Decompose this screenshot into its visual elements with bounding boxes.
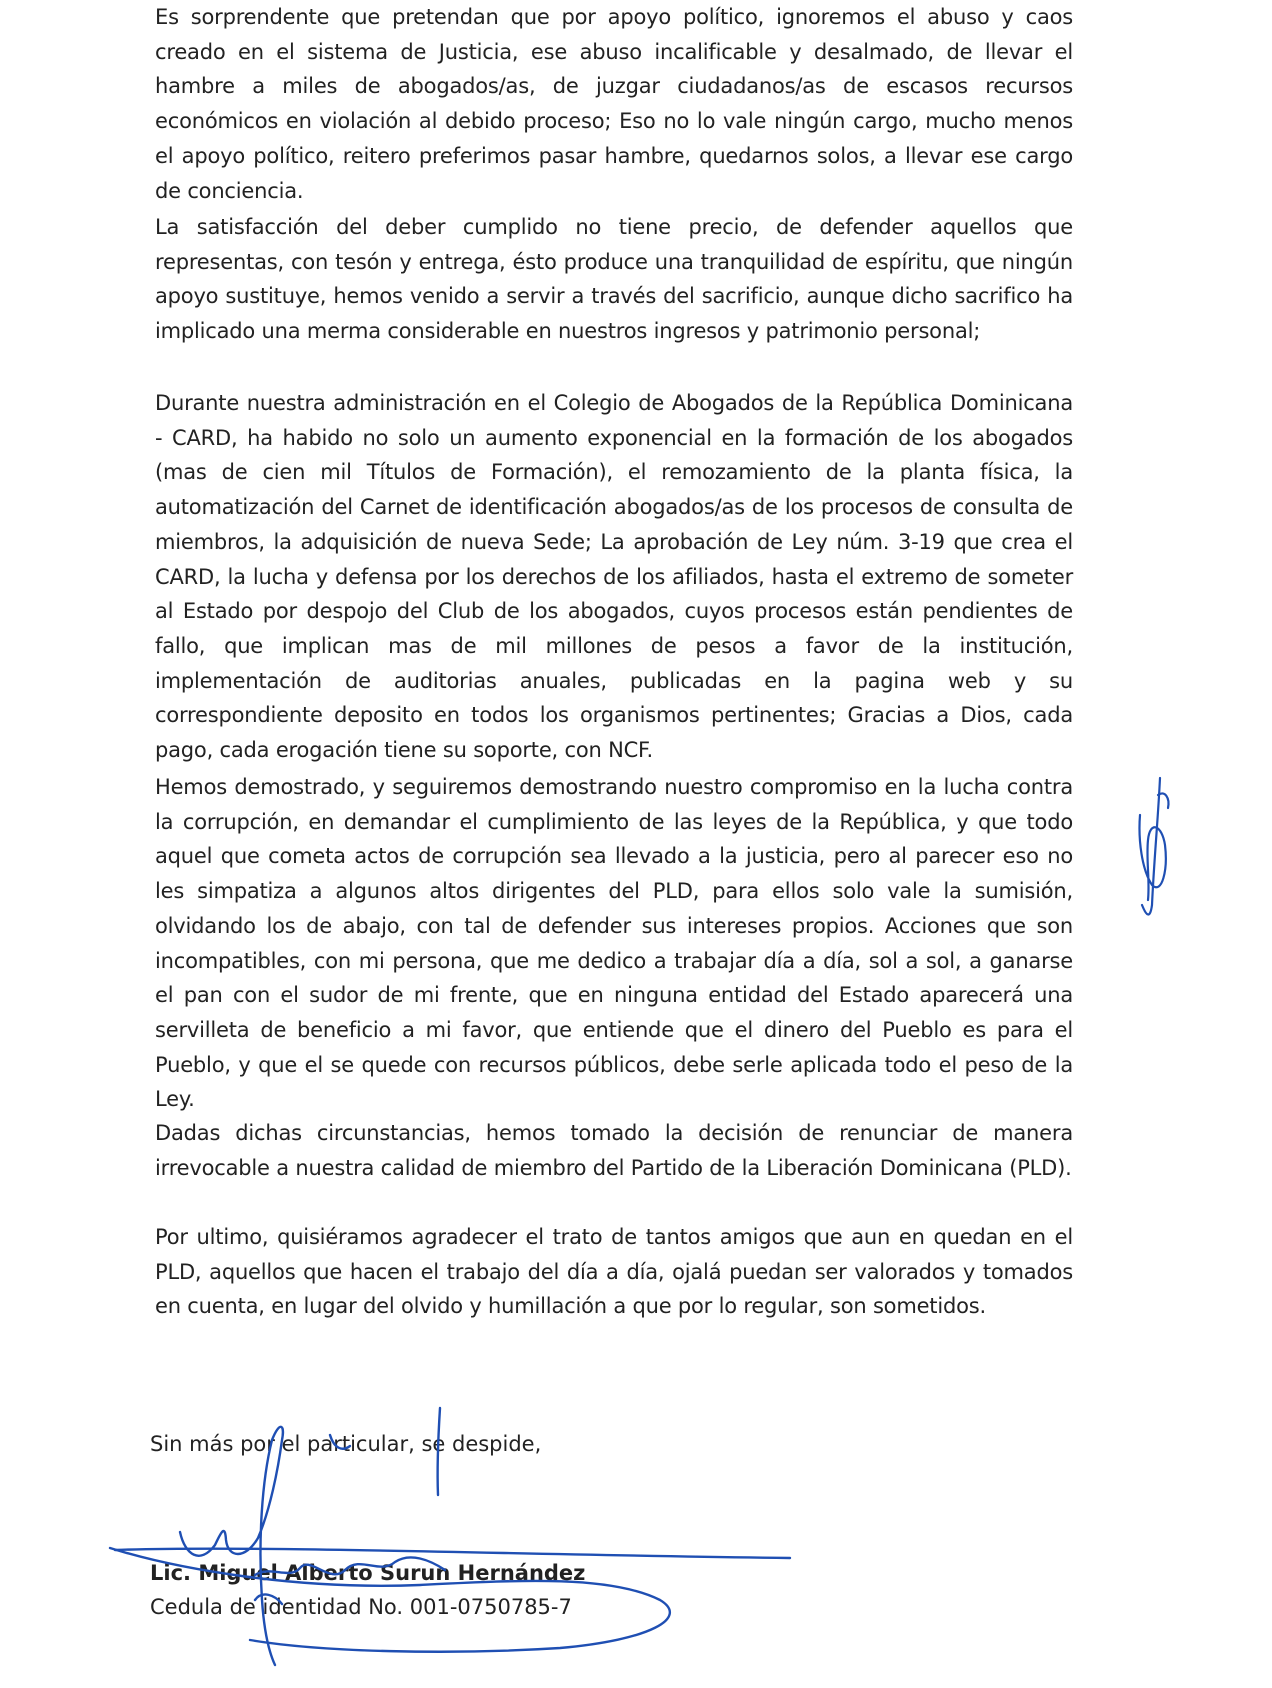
closing-line: Sin más por el particular, se despide, (150, 1432, 542, 1456)
paragraph-justice-abuse: Es sorprendente que pretendan que por apoyo político, ignoremos el abuso y caos creado en el sistema de Justicia, ese abuso incalificable y desalmado, de llevar el hambre a miles de abogados/as, de juzgar ciudadanos/as de escasos recursos económicos en violación al debido proceso; Eso no lo vale ningún cargo, mucho menos el apoyo político, reitero preferimos pasar hambre, quedarnos solos, a llevar ese cargo de conciencia. (155, 5, 1073, 203)
paragraph-anti-corruption: Hemos demostrado, y seguiremos demostrando nuestro compromiso en la lucha contra la corrupción, en demandar el cumplimiento de las leyes de la República, y que todo aquel que cometa actos de corrupción sea llevado a la justicia, pero al parecer eso no les simpatiza a algunos altos dirigentes del PLD, para ellos solo vale la sumisión, olvidando los de abajo, con tal de defender sus intereses propios. Acciones que son incompatibles, con mi persona, que me dedico a trabajar día a día, sol a sol, a ganarse el pan con el sudor de mi frente, que en ninguna entidad del Estado aparecerá una servilleta de beneficio a mi favor, que entiende que el dinero del Pueblo es para el Pueblo, y que el se quede con recursos públicos, debe serle aplicada todo el peso de la Ley. (155, 775, 1073, 1112)
paragraph-thanks: Por ultimo, quisiéramos agradecer el trato de tantos amigos que aun en quedan en el PLD, aquellos que hacen el trabajo del día a día, ojalá puedan ser valorados y tomados en cuenta, en lugar del olvido y humillación a que por lo regular, son sometidos. (155, 1225, 1073, 1319)
signer-id-number: Cedula de identidad No. 001-0750785-7 (150, 1595, 572, 1619)
paragraph-card-administration: Durante nuestra administración en el Colegio de Abogados de la República Dominicana - CARD, ha habido no solo un aumento exponencial en la formación de los abogados (mas de cien mil Títulos de Formación), el remozamiento de la planta física, la automatización del Carnet de identificación abogados/as de los procesos de consulta de miembros, la adquisición de nueva Sede; La aprobación de Ley núm. 3-19 que crea el CARD, la lucha y defensa por los derechos de los afiliados, hasta el extremo de someter al Estado por despojo del Club de los abogados, cuyos procesos están pendientes de fallo, que implican mas de mil millones de pesos a favor de la institución, implementación de auditorias anuales, publicadas en la pagina web y su correspondiente deposito en todos los organismos pertinentes; Gracias a Dios, cada pago, cada erogación tiene su soporte, con NCF. (155, 391, 1073, 763)
signer-name: Lic. Miguel Alberto Surun Hernández (150, 1561, 586, 1585)
paragraph-resignation: Dadas dichas circunstancias, hemos tomado la decisión de renunciar de manera irrevocable a nuestra calidad de miembro del Partido de la Liberación Dominicana (PLD). (155, 1121, 1073, 1180)
paragraph-duty-fulfilled: La satisfacción del deber cumplido no tiene precio, de defender aquellos que representas, con tesón y entrega, ésto produce una tranquilidad de espíritu, que ningún apoyo sustituye, hemos venido a servir a través del sacrificio, aunque dicho sacrifico ha implicado una merma considerable en nuestros ingresos y patrimonio personal; (155, 215, 1073, 344)
